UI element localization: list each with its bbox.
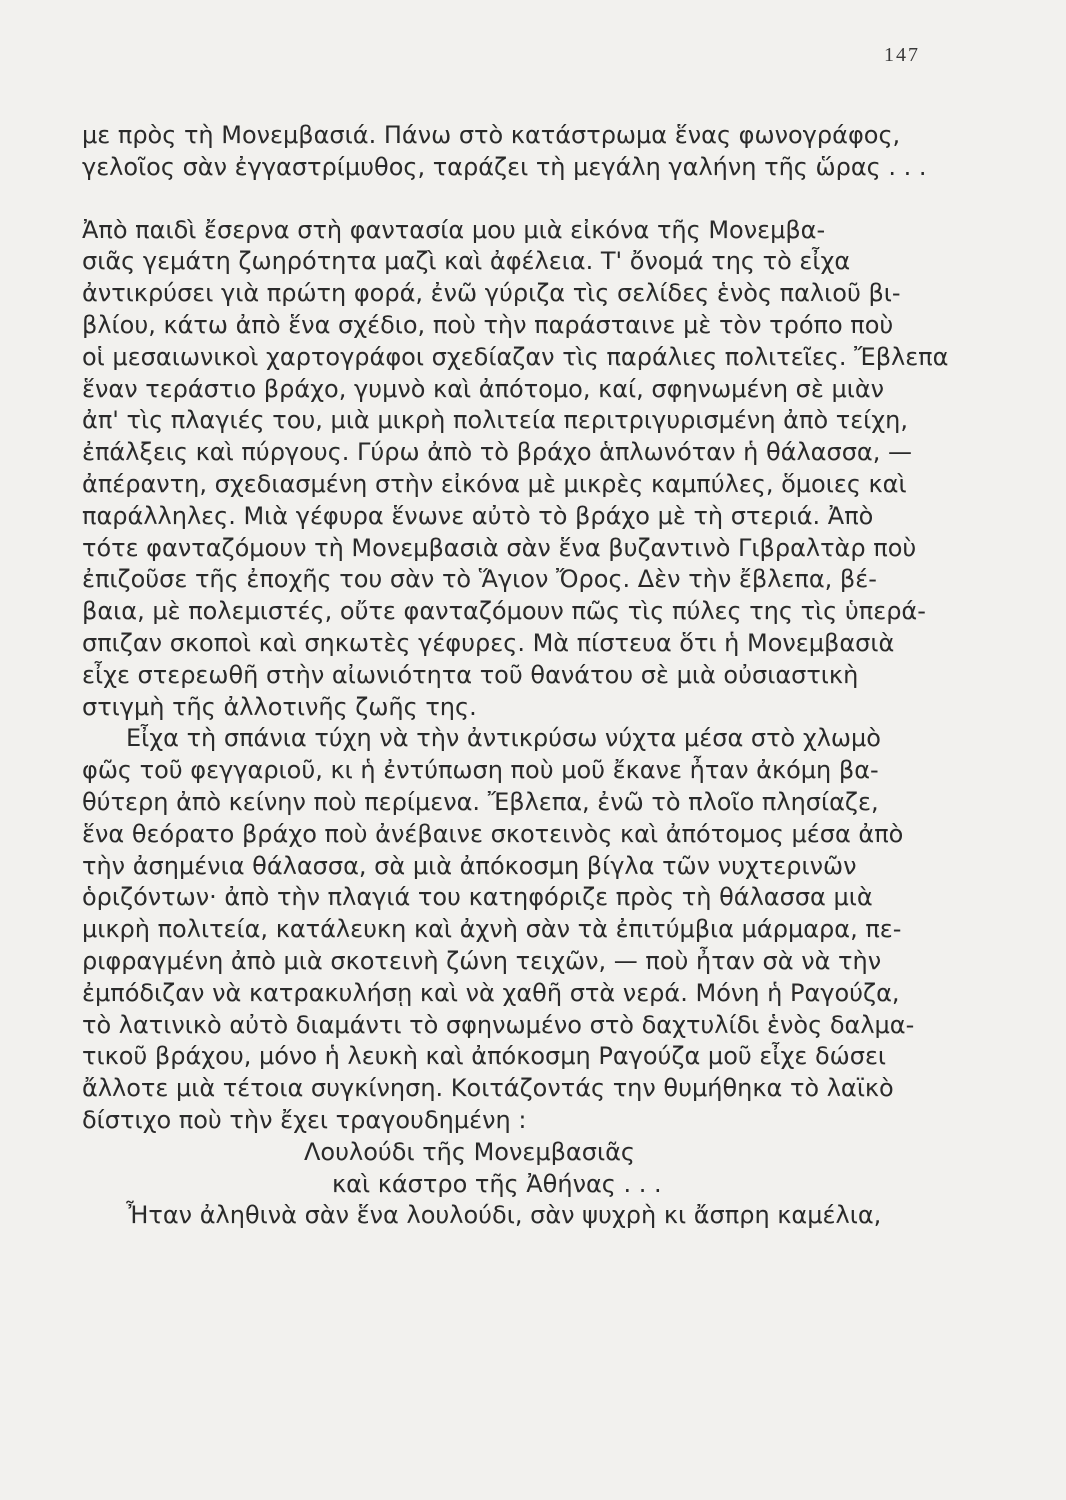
text-line: μικρὴ πολιτεία, κατάλευκη καὶ ἀχνὴ σὰν τὰ ἐπιτύμβια μάρμαρα, πε- [82, 915, 902, 944]
paragraph-start: Εἶχα τὴ σπάνια τύχη νὰ τὴν ἀντικρύσω νύχτα μέσα στὸ χλωμὸ [126, 724, 881, 753]
text-line: ἄλλοτε μιὰ τέτοια συγκίνηση. Κοιτάζοντάς την θυμήθηκα τὸ λαϊκὸ [82, 1074, 894, 1103]
text-line: ἐπιζοῦσε τῆς ἐποχῆς του σὰν τὸ Ἅγιον Ὄρος. Δὲν τὴν ἔβλεπα, βέ- [82, 565, 877, 594]
verse-line: καὶ κάστρο τῆς Ἀθήνας . . . [332, 1169, 662, 1198]
text-line: σιᾶς γεμάτη ζωηρότητα μαζὶ καὶ ἀφέλεια. Τ' ὄνομά της τὸ εἶχα [82, 247, 851, 276]
text-line: στιγμὴ τῆς ἀλλοτινῆς ζωῆς της. [82, 692, 477, 721]
text-line: ἐπάλξεις καὶ πύργους. Γύρω ἀπὸ τὸ βράχο ἁπλωνόταν ἡ θάλασσα, — [82, 438, 912, 467]
text-line: ριφραγμένη ἀπὸ μιὰ σκοτεινὴ ζώνη τειχῶν, — ποὺ ἦταν σὰ νὰ τὴν [82, 946, 882, 975]
text-line: γελοῖος σὰν ἐγγαστρίμυθος, ταράζει τὴ μεγάλη γαλήνη τῆς ὥρας . . . [82, 152, 927, 181]
text-line: τότε φανταζόμουν τὴ Μονεμβασιὰ σὰν ἕνα βυζαντινὸ Γιβραλτὰρ ποὺ [82, 533, 917, 562]
text-line: βαια, μὲ πολεμιστές, οὔτε φανταζόμουν πῶς τὶς πύλες της τὶς ὑπερά- [82, 597, 926, 626]
verse-line: Λουλούδι τῆς Μονεμβασιᾶς [304, 1137, 635, 1166]
text-line: ἀντικρύσει γιὰ πρώτη φορά, ἐνῶ γύριζα τὶς σελίδες ἑνὸς παλιοῦ βι- [82, 279, 901, 308]
text-line: παράλληλες. Μιὰ γέφυρα ἕνωνε αὐτὸ τὸ βράχο μὲ τὴ στεριά. Ἀπὸ [82, 501, 874, 530]
text-line: τὸ λατινικὸ αὐτὸ διαμάντι τὸ σφηνωμένο στὸ δαχτυλίδι ἑνὸς δαλμα- [82, 1010, 915, 1039]
text-line: ἕνα θεόρατο βράχο ποὺ ἀνέβαινε σκοτεινὸς καὶ ἀπότομος μέσα ἀπὸ [82, 819, 904, 848]
text-line: τικοῦ βράχου, μόνο ἡ λευκὴ καὶ ἀπόκοσμη Ραγούζα μοῦ εἶχε δώσει [82, 1042, 887, 1071]
text-line: βλίου, κάτω ἀπὸ ἕνα σχέδιο, ποὺ τὴν παράσταινε μὲ τὸν τρόπο ποὺ [82, 310, 894, 339]
text-line: θύτερη ἀπὸ κείνην ποὺ περίμενα. Ἔβλεπα, ἐνῶ τὸ πλοῖο πλησίαζε, [82, 787, 879, 816]
page-number: 147 [884, 44, 920, 66]
text-line: τὴν ἀσημένια θάλασσα, σὰ μιὰ ἀπόκοσμη βίγλα τῶν νυχτερινῶν [82, 851, 857, 880]
text-line: φῶς τοῦ φεγγαριοῦ, κι ἡ ἐντύπωση ποὺ μοῦ ἔκανε ἦταν ἀκόμη βα- [82, 756, 879, 785]
text-line: δίστιχο ποὺ τὴν ἔχει τραγουδημένη : [82, 1105, 527, 1134]
text-line: ἕναν τεράστιο βράχο, γυμνὸ καὶ ἀπότομο, καί, σφηνωμένη σὲ μιὰν [82, 374, 885, 403]
paragraph-start: Ἀπὸ παιδὶ ἔσερνα στὴ φαντασία μου μιὰ εἰκόνα τῆς Μονεμβα- [82, 215, 826, 244]
text-line: εἶχε στερεωθῆ στὴν αἰωνιότητα τοῦ θανάτου σὲ μιὰ οὐσιαστικὴ [82, 660, 859, 689]
paragraph-start: Ἦταν ἀληθινὰ σὰν ἕνα λουλούδι, σὰν ψυχρὴ κι ἄσπρη καμέλια, [126, 1201, 882, 1230]
text-line: ἐμπόδιζαν νὰ κατρακυλήσῃ καὶ νὰ χαθῆ στὰ νερά. Μόνη ἡ Ραγούζα, [82, 978, 900, 1007]
text-line: σπιζαν σκοποὶ καὶ σηκωτὲς γέφυρες. Μὰ πίστευα ὅτι ἡ Μονεμβασιὰ [82, 628, 895, 657]
text-line: με πρὸς τὴ Μονεμβασιά. Πάνω στὸ κατάστρωμα ἕνας φωνογράφος, [82, 121, 901, 149]
text-line: ἀπ' τὶς πλαγιές του, μιὰ μικρὴ πολιτεία περιτριγυρισμένη ἀπὸ τείχη, [82, 406, 908, 435]
text-line: ὁριζόντων· ἀπὸ τὴν πλαγιά του κατηφόριζε πρὸς τὴ θάλασσα μιὰ [82, 883, 873, 912]
body-text [82, 120, 970, 1232]
text-line: οἱ μεσαιωνικοὶ χαρτογράφοι σχεδίαζαν τὶς παράλιες πολιτεῖες. Ἔβλεπα [82, 342, 949, 371]
text-line: ἀπέραντη, σχεδιασμένη στὴν εἰκόνα μὲ μικρὲς καμπύλες, ὅμοιες καὶ [82, 469, 907, 498]
